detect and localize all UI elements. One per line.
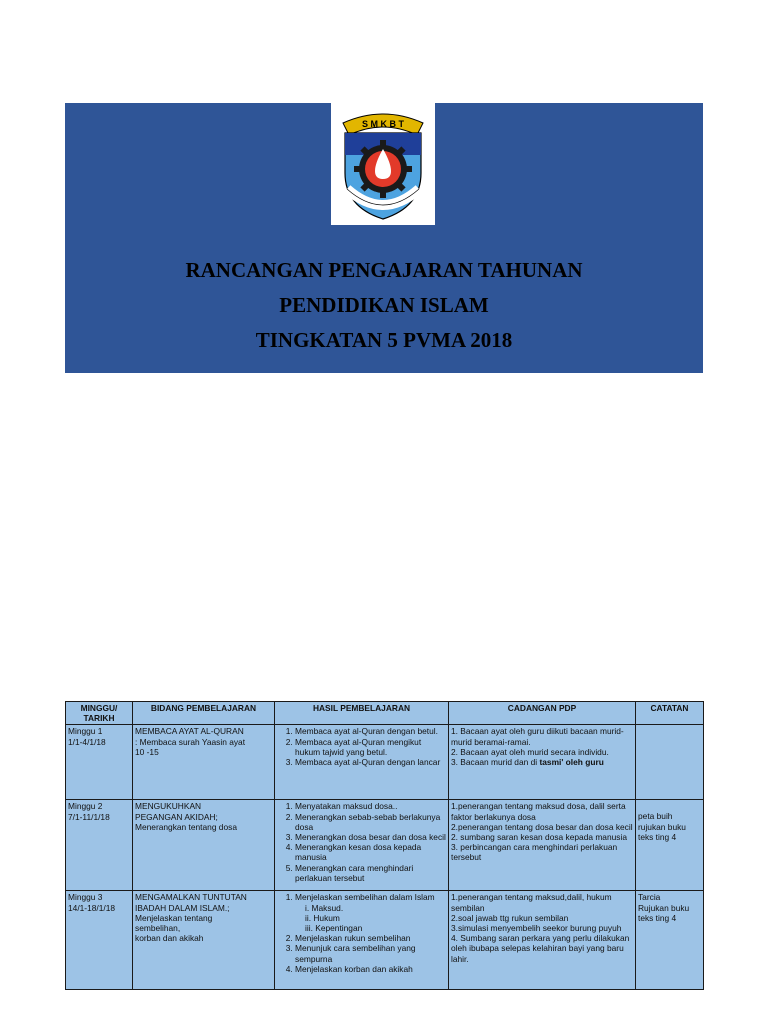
hasil-subitem: ii. Hukum xyxy=(305,912,340,923)
catatan-line: teks ting 4 xyxy=(638,831,677,842)
cadangan-line: 1.penerangan tentang maksud,dalil, hukum sembilan xyxy=(451,892,612,913)
bidang-line: MEMBACA AYAT AL-QURAN xyxy=(135,726,244,737)
school-crest-icon xyxy=(331,103,435,225)
cadangan-cell xyxy=(449,725,636,800)
bidang-line: : Membaca surah Yaasin ayat xyxy=(135,736,246,747)
cadangan-line: 1. Bacaan ayat oleh guru diikuti bacaan murid- murid beramai-ramai. xyxy=(451,726,624,747)
hasil-subitem: iii. Kepentingan xyxy=(305,923,363,934)
cover-banner xyxy=(65,103,703,373)
bidang-cell xyxy=(133,800,275,891)
catatan-cell xyxy=(636,800,704,891)
cadangan-line: 3.simulasi menyembelih seekor burung puyuh xyxy=(451,923,622,934)
cadangan-line: 2. sumbang saran kesan dosa kepada manusia xyxy=(451,832,627,843)
hasil-item: 4. Menjelaskan korban dan akikah xyxy=(295,964,446,974)
bidang-line: IBADAH DALAM ISLAM.; xyxy=(135,902,230,913)
hasil-item xyxy=(295,892,446,933)
date-label: 7/1-11/1/18 xyxy=(68,811,110,822)
hasil-item: 3. Membaca ayat al-Quran dengan lancar xyxy=(295,757,446,767)
hasil-subitem: i. Maksud. xyxy=(305,902,344,913)
table-row xyxy=(66,891,704,990)
catatan-cell xyxy=(636,725,704,800)
bidang-line: Menjelaskan tentang xyxy=(135,912,213,923)
cadangan-cell xyxy=(449,891,636,990)
catatan-line: rujukan buku xyxy=(638,821,686,832)
date-label: 1/1-4/1/18 xyxy=(68,736,106,747)
week-label: Minggu 1 xyxy=(68,726,103,737)
header-catatan: CATATAN xyxy=(636,702,704,725)
bidang-line: korban dan akikah xyxy=(135,933,204,944)
header-hasil: HASIL PEMBELAJARAN xyxy=(275,702,449,725)
hasil-item: 2. Membaca ayat al-Quran mengikut hukum tajwid yang betul. xyxy=(295,737,446,757)
hasil-item: 4. Menerangkan kesan dosa kepada manusia xyxy=(295,842,446,862)
cadangan-line: 1.penerangan tentang maksud dosa, dalil serta faktor berlakunya dosa xyxy=(451,801,626,822)
week-cell xyxy=(66,800,133,891)
school-logo xyxy=(331,103,435,225)
bidang-line: Menerangkan tentang dosa xyxy=(135,821,237,832)
header-cadangan: CADANGAN PDP xyxy=(449,702,636,725)
cadangan-text: 3. Bacaan murid dan di xyxy=(451,757,540,768)
cadangan-line: 3. perbincangan cara menghindari perlakuan tersebut xyxy=(451,842,618,863)
table-row xyxy=(66,725,704,800)
bidang-cell xyxy=(133,891,275,990)
table-header-row xyxy=(66,702,704,725)
cadangan-cell xyxy=(449,800,636,891)
cadangan-line xyxy=(451,757,633,767)
catatan-line: peta buih xyxy=(638,811,673,822)
title-line-2: PENDIDIKAN ISLAM xyxy=(279,293,489,317)
header-minggu: MINGGU/ TARIKH xyxy=(66,702,133,725)
hasil-cell xyxy=(275,725,449,800)
hasil-item: 1. Membaca ayat al-Quran dengan betul. xyxy=(295,726,446,736)
catatan-cell xyxy=(636,891,704,990)
hasil-item: 2. Menjelaskan rukun sembelihan xyxy=(295,933,446,943)
bidang-cell xyxy=(133,725,275,800)
week-cell xyxy=(66,725,133,800)
hasil-cell xyxy=(275,800,449,891)
title-line-3: TINGKATAN 5 PVMA 2018 xyxy=(255,328,513,352)
bidang-line: PEGANGAN AKIDAH; xyxy=(135,811,218,822)
lesson-plan-table xyxy=(65,701,704,990)
cadangan-line: 2.soal jawab ttg rukun sembilan xyxy=(451,912,569,923)
bidang-line: MENGUKUHKAN xyxy=(135,801,202,812)
cadangan-line: 4. Sumbang saran perkara yang perlu dilakukan oleh ibubapa selepas kelahiran bayi yang baru lahir. xyxy=(451,933,630,964)
catatan-line: teks ting 4 xyxy=(638,912,677,923)
hasil-item: 3. Menunjuk cara sembelihan yang sempurna xyxy=(295,943,446,963)
week-cell xyxy=(66,891,133,990)
cadangan-line: 2. Bacaan ayat oleh murid secara individu. xyxy=(451,746,609,757)
week-label: Minggu 2 xyxy=(68,801,103,812)
hasil-cell xyxy=(275,891,449,990)
catatan-line: Tarcia xyxy=(638,892,661,903)
title-line-1: RANCANGAN PENGAJARAN TAHUNAN xyxy=(185,258,583,282)
document-title xyxy=(65,253,703,358)
cadangan-bold-text: tasmi' oleh guru xyxy=(539,757,604,768)
hasil-item: 1. Menyatakan maksud dosa.. xyxy=(295,801,446,811)
week-label: Minggu 3 xyxy=(68,892,103,903)
table-row xyxy=(66,800,704,891)
cadangan-line: 2.penerangan tentang dosa besar dan dosa kecil xyxy=(451,821,633,832)
svg-text:S M K B T: S M K B T xyxy=(362,119,404,129)
header-bidang: BIDANG PEMBELAJARAN xyxy=(133,702,275,725)
hasil-text: Menjelaskan sembelihan dalam Islam xyxy=(295,892,435,903)
bidang-line: sembelihan, xyxy=(135,923,181,934)
hasil-item: 2. Menerangkan sebab-sebab berlakunya dosa xyxy=(295,812,446,832)
hasil-item: 3. Menerangkan dosa besar dan dosa kecil xyxy=(295,832,446,842)
date-label: 14/1-18/1/18 xyxy=(68,902,116,913)
catatan-line: Rujukan buku xyxy=(638,902,690,913)
bidang-line: MENGAMALKAN TUNTUTAN xyxy=(135,892,247,903)
hasil-item: 5. Menerangkan cara menghindari perlakuan tersebut xyxy=(295,863,446,883)
bidang-line: 10 -15 xyxy=(135,746,159,757)
